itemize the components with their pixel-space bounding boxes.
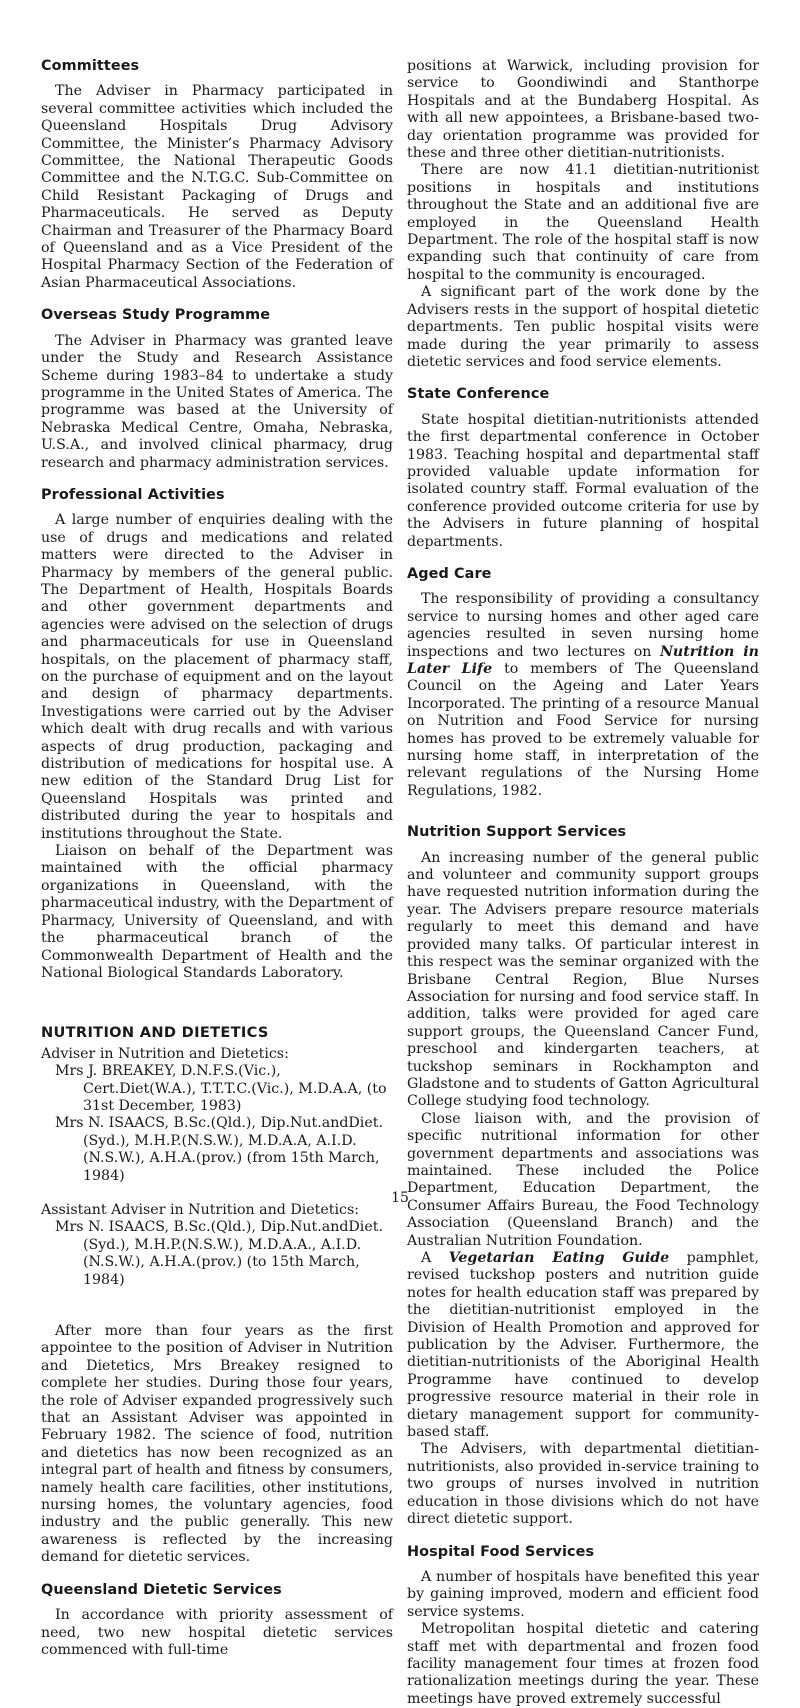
overseas-paragraph: The Adviser in Pharmacy was granted leave under the Study and Research Assistance Scheme during 1983–84 to undertake a study programme in the United States of America. The programme was based at the University of Nebraska Medical Centre, Omaha, Nebraska, U.S.A., and involved clinical pharmacy, drug research and pharmacy administration services. (41, 332, 393, 471)
overseas-heading: Overseas Study Programme (41, 307, 271, 324)
nutrition-support-paragraph-2: Close liaison with, and the provision of specific nutritional information for other government departments and associations was maintained. These included the Police Department, Education Department, the Consumer Affairs Bureau, the Food Technology Association (Queensland Branch) and the Australian Nutrition Foundation. (407, 1110, 759, 1249)
state-conference-heading: State Conference (407, 386, 550, 403)
vegetarian-text-b: pamphlet, revised tuckshop posters and nutrition guide notes for health education staff was prepared by the dietitian-nutritionist employed in the Division of Health Promotion and approved for publication by the Adviser. Furthermore, the dietitian-nutritionists of the Aboriginal Health Programme have continued to develop progressive resource material in their role in dietary management support for community-based staff. (407, 1250, 759, 1441)
aged-care-publication-title: Nutrition in Later Life (407, 643, 759, 677)
left-column (41, 58, 393, 1659)
queensland-dietetic-heading: Queensland Dietetic Services (41, 1581, 282, 1598)
professional-paragraph-1: A large number of enquiries dealing with the use of drugs and medications and related matters were directed to the Adviser in Pharmacy by members of the general public. The Department of Health, Hospitals Boards and other government departments and agencies were advised on the selection of drugs and pharmaceuticals for use in Queensland hospitals, on the placement of pharmacy staff, on the purchase of equipment and on the layout and design of pharmacy departments. Investigations were carried out by the Adviser which dealt with drug recalls and with various aspects of drug production, packaging and distribution of medications for hospital use. A new edition of the Standard Drug List for Queensland Hospitals was printed and distributed during the year to hospitals and institutions throughout the State. (41, 512, 393, 842)
nutrition-heading: NUTRITION AND DIETETICS (41, 1024, 269, 1042)
nutrition-support-heading: Nutrition Support Services (407, 824, 627, 841)
nutrition-support-paragraph-3 (407, 1250, 759, 1441)
aged-care-paragraph (407, 591, 759, 800)
aged-care-text-b: to members of The Queensland Council on the Ageing and Later Years Incorporated. The printing of a resource Manual on Nutrition and Food Service for nursing homes has proved to be extremely valuable for nursing home staff, in interpretation of the relevant regulations of the Nursing Home Regulations, 1982. (407, 661, 759, 799)
hospital-food-paragraph-2: Metropolitan hospital dietetic and catering staff met with departmental and frozen food facility management four times at frozen food rationalization meetings during the year. These meetings have proved extremely successful (407, 1621, 759, 1707)
nutrition-support-paragraph-1: An increasing number of the general public and volunteer and community support groups have requested nutrition information during the year. The Advisers prepare resource materials regularly to meet this demand and have provided many talks. Of particular interest in this respect was the seminar organized with the Brisbane Central Region, Blue Nurses Association for nursing and food service staff. In addition, talks were provided for aged care support groups, the Queensland Cancer Fund, preschool and kindergarten teachers, at tuckshop seminars in Rockhampton and Gladstone and to students of Gatton Agricultural College studying food technology. (407, 849, 759, 1110)
vegetarian-guide-title: Vegetarian Eating Guide (448, 1250, 670, 1266)
right-column (407, 58, 759, 1708)
assistant-adviser-entry: Mrs N. ISAACS, B.Sc.(Qld.), Dip.Nut.andDiet.(Syd.), M.H.P.(N.S.W.), M.D.A.A., A.I.D.(N.S.W.), A.H.A.(prov.) (to 15th March, 1984) (55, 1219, 383, 1288)
hospital-food-paragraph-1: A number of hospitals have benefited this year by gaining improved, modern and efficient food service systems. (407, 1568, 759, 1620)
state-conference-paragraph: State hospital dietitian-nutritionists attended the first departmental conference in October 1983. Teaching hospital and departmental staff provided valuable update information for isolated country staff. Formal evaluation of the conference provided outcome criteria for use by the Advisers in future planning of hospital departments. (407, 411, 759, 550)
hospital-food-heading: Hospital Food Services (407, 1543, 595, 1560)
professional-heading: Professional Activities (41, 486, 225, 503)
committees-heading: Committees (41, 58, 140, 74)
continuation-paragraph-3: A significant part of the work done by the Advisers rests in the support of hospital dietetic departments. Ten public hospital visits were made during the year primarily to assess dietetic services and food service elements. (407, 284, 759, 370)
aged-care-heading: Aged Care (407, 565, 492, 582)
adviser-entry-2: Mrs N. ISAACS, B.Sc.(Qld.), Dip.Nut.andDiet.(Syd.), M.H.P.(N.S.W.), M.D.A.A, A.I.D.(N.S.W.), A.H.A.(prov.) (from 15th March, 1984) (55, 1115, 383, 1184)
committees-paragraph: The Adviser in Pharmacy participated in several committee activities which included the Queensland Hospitals Drug Advisory Committee, the Minister’s Pharmacy Advisory Committee, the National Therapeutic Goods Committee and the N.T.G.C. Sub-Committee on Child Resistant Packaging of Drugs and Pharmaceuticals. He served as Deputy Chairman and Treasurer of the Pharmacy Board of Queensland and as a Vice President of the Hospital Pharmacy Section of the Federation of Asian Pharmaceutical Associations. (41, 83, 393, 291)
nutrition-support-paragraph-4: The Advisers, with departmental dietitian-nutritionists, also provided in-service training to two groups of nurses involved in nutrition education in those divisions which do not have direct dietetic support. (407, 1441, 759, 1528)
professional-paragraph-2: Liaison on behalf of the Department was maintained with the official pharmacy organizations in Queensland, with the pharmaceutical industry, with the Department of Pharmacy, University of Queensland, and with the pharmaceutical branch of the Commonwealth Department of Health and the National Biological Standards Laboratory. (41, 843, 393, 981)
continuation-paragraph-2: There are now 41.1 dietitian-nutritionist positions in hospitals and institutions throughout the State and an additional five are employed in the Queensland Health Department. The role of the hospital staff is now expanding such that continuity of care from hospital to the community is encouraged. (407, 162, 759, 283)
adviser-entry-1: Mrs J. BREAKEY, D.N.F.S.(Vic.), Cert.Diet(W.A.), T.T.T.C.(Vic.), M.D.A.A, (to 31st December, 1983) (55, 1063, 387, 1114)
vegetarian-text-pre: A (421, 1250, 449, 1266)
assistant-adviser-label: Assistant Adviser in Nutrition and Dietetics: (41, 1201, 360, 1218)
continuation-paragraph-1: positions at Warwick, including provision for service to Goondiwindi and Stanthorpe Hospitals and at the Bundaberg Hospital. As with all new appointees, a Brisbane-based two-day orientation programme was provided for these and three other dietitian-nutritionists. (407, 58, 759, 162)
aged-care-text-a: The responsibility of providing a consultancy service to nursing homes and other aged care agencies resulted in seven nursing home inspections and two lectures on (407, 591, 759, 660)
queensland-dietetic-paragraph: In accordance with priority assessment of need, two new hospital dietetic services commenced with full-time (41, 1607, 393, 1658)
nutrition-paragraph: After more than four years as the first appointee to the position of Adviser in Nutrition and Dietetics, Mrs Breakey resigned to complete her studies. During those four years, the role of Adviser expanded progressively such that an Assistant Adviser was appointed in February 1982. The science of food, nutrition and dietetics has now been recognized as an integral part of health and fitness by consumers, namely health care facilities, other institutions, nursing homes, the voluntary agencies, food industry and the public generally. This new awareness is reflected by the increasing demand for dietetic services. (41, 1323, 393, 1566)
adviser-label: Adviser in Nutrition and Dietetics: (41, 1045, 289, 1062)
page-number: 15 (391, 1190, 409, 1206)
